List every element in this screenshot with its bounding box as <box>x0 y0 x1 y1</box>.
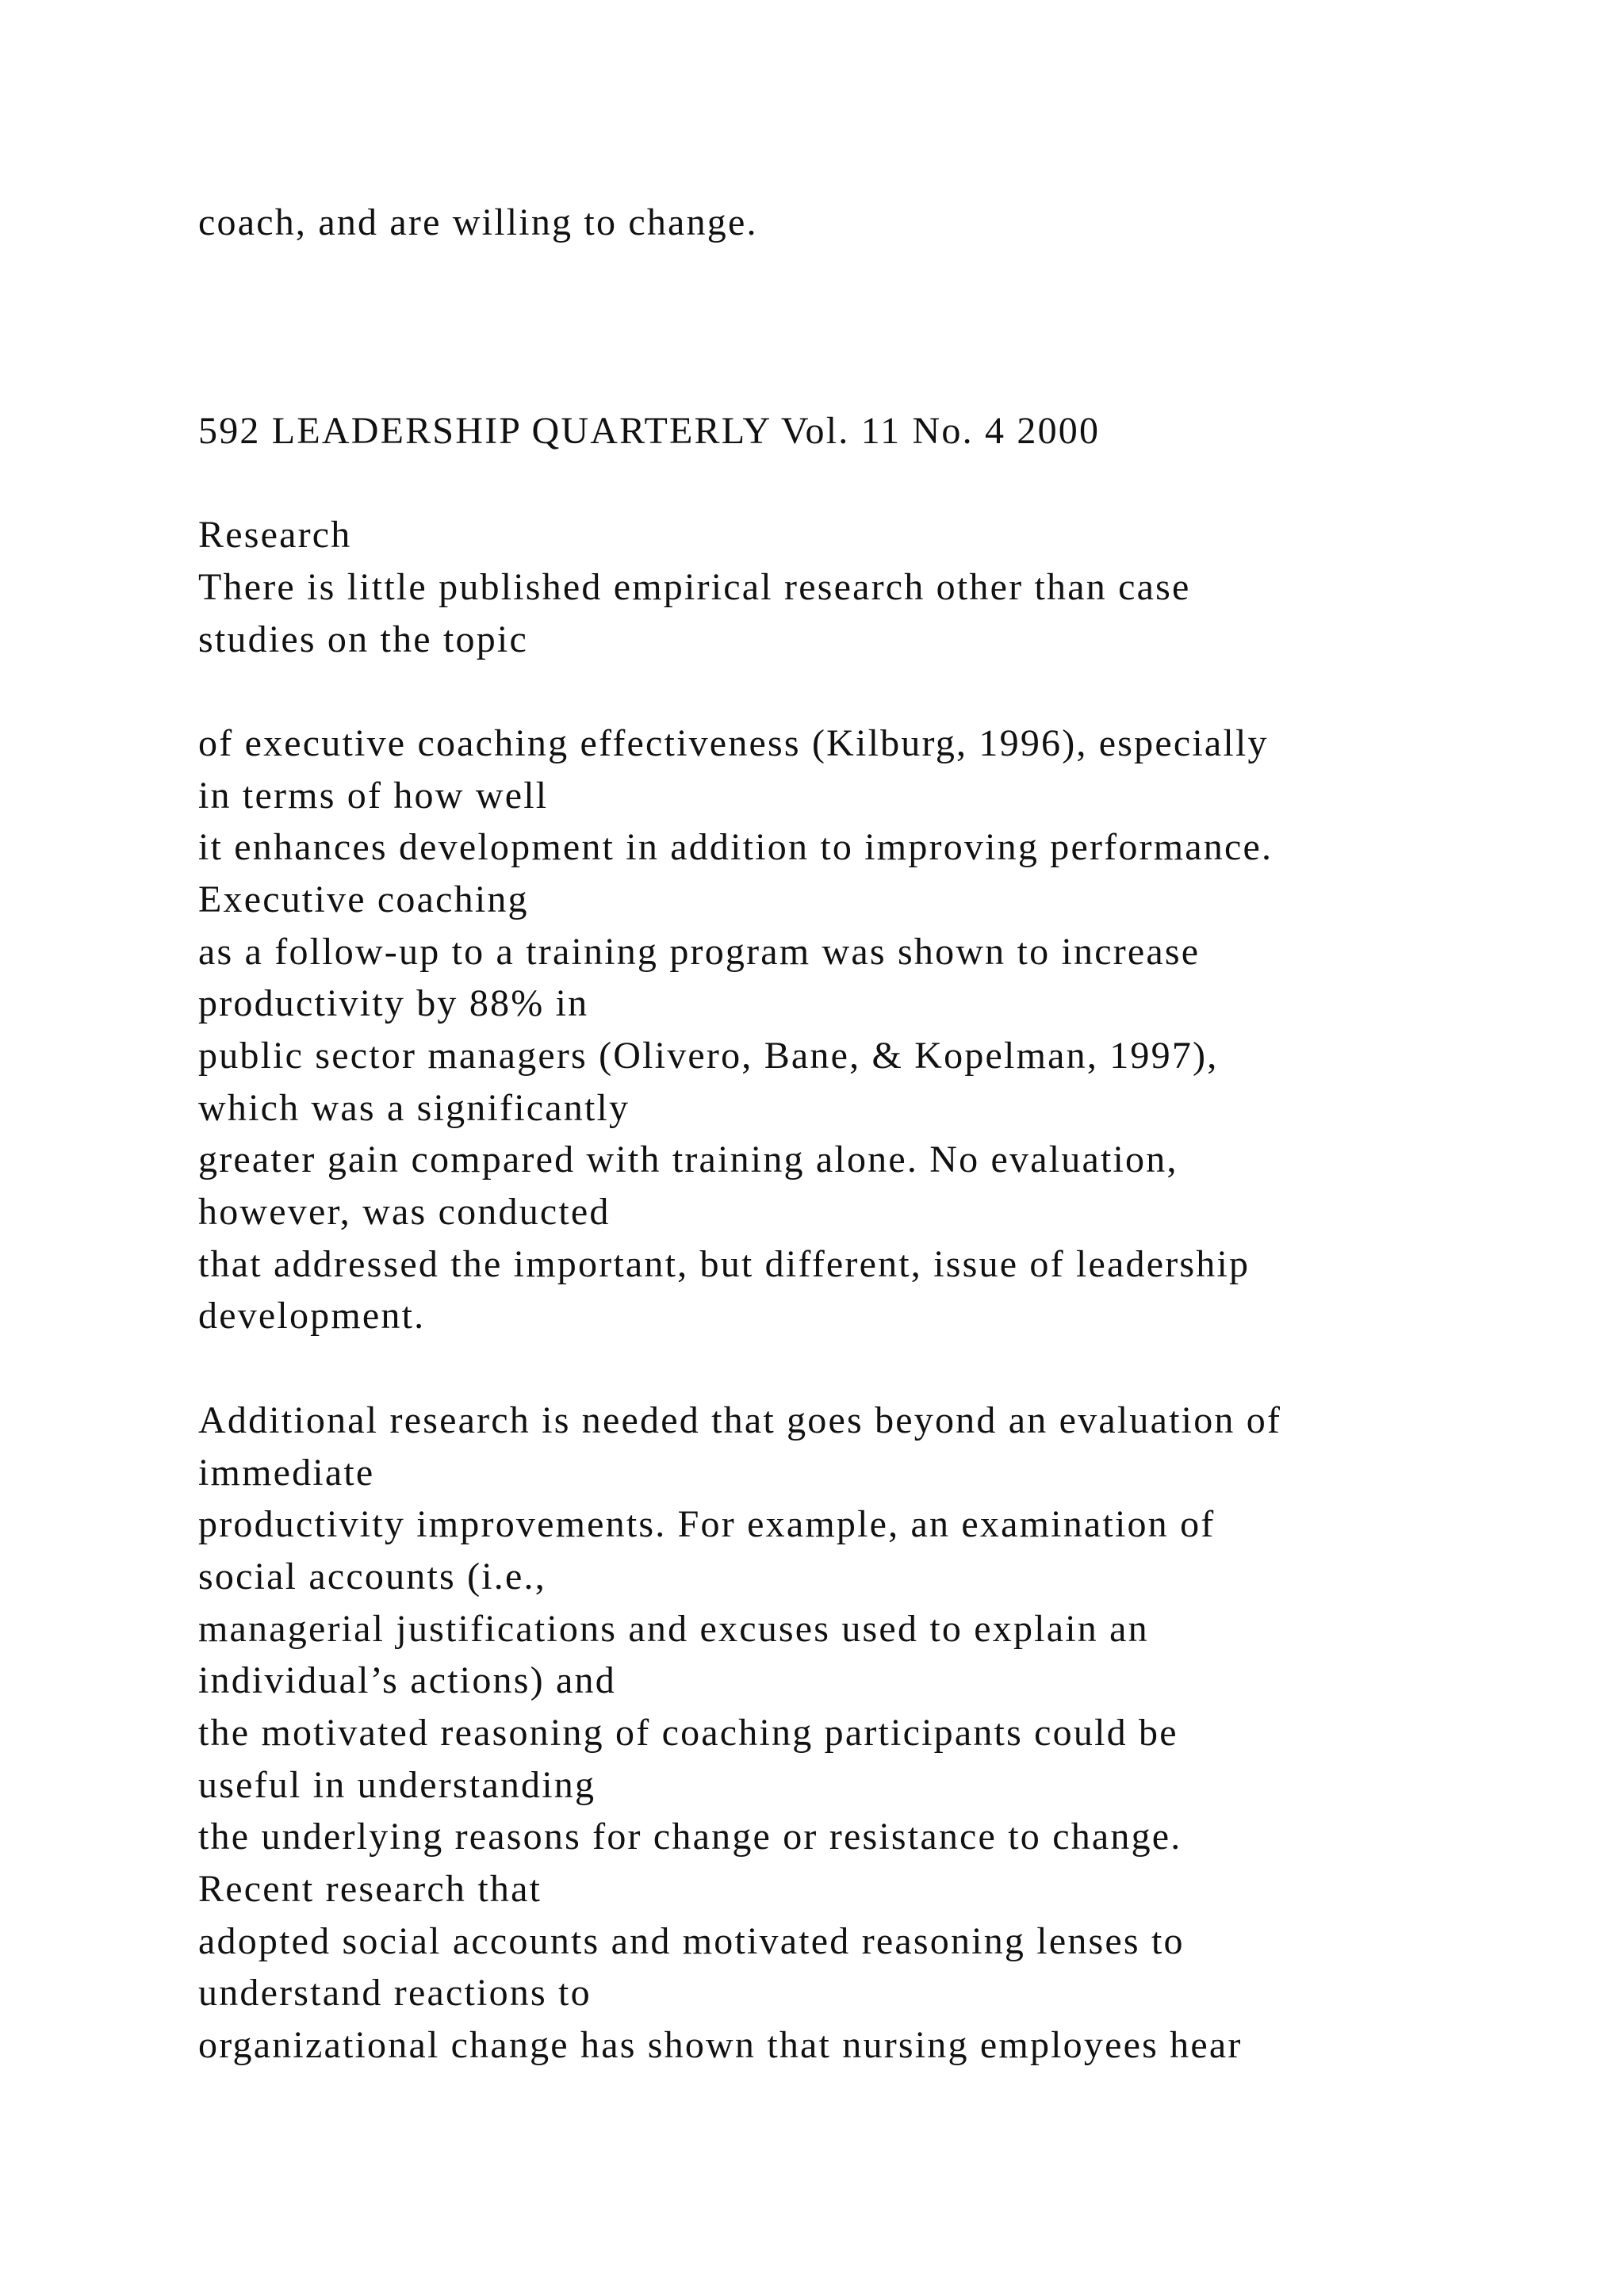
text-line: productivity by 88% in <box>198 982 589 1025</box>
text-line: There is little published empirical research other than case <box>198 565 1191 608</box>
text-line: development. <box>198 1295 426 1337</box>
running-header: 592 LEADERSHIP QUARTERLY Vol. 11 No. 4 2000 <box>198 409 1101 452</box>
text-line: studies on the topic <box>198 618 528 660</box>
text-line: Executive coaching <box>198 878 529 920</box>
text-line: however, was conducted <box>198 1191 611 1234</box>
blank-line <box>198 1342 1562 1395</box>
text-line: useful in understanding <box>198 1763 596 1806</box>
text-line: of executive coaching effectiveness (Kilburg, 1996), especially <box>198 721 1269 764</box>
blank-line <box>198 300 1562 353</box>
text-line: which was a significantly <box>198 1086 630 1129</box>
text-line: immediate <box>198 1451 375 1494</box>
text-line: in terms of how well <box>198 774 549 817</box>
text-line: the motivated reasoning of coaching participants could be <box>198 1711 1178 1754</box>
blank-line <box>198 457 1562 509</box>
blank-line <box>198 353 1562 405</box>
text-line: that addressed the important, but different, issue of leadership <box>198 1242 1251 1285</box>
text-line: Recent research that <box>198 1868 542 1910</box>
text-line: coach, and are willing to change. <box>198 201 758 243</box>
text-line: public sector managers (Olivero, Bane, & Kopelman, 1997), <box>198 1035 1219 1077</box>
text-line: understand reactions to <box>198 1972 592 2015</box>
text-line: Additional research is needed that goes beyond an evaluation of <box>198 1399 1282 1441</box>
blank-line <box>198 249 1562 301</box>
text-line: adopted social accounts and motivated reasoning lenses to <box>198 1919 1185 1962</box>
text-line: as a follow-up to a training program was shown to increase <box>198 930 1201 973</box>
text-line: greater gain compared with training alone. No evaluation, <box>198 1138 1178 1181</box>
text-line: productivity improvements. For example, an examination of <box>198 1503 1216 1546</box>
section-heading: Research <box>198 514 352 557</box>
document-body <box>198 197 1562 2072</box>
text-line: the underlying reasons for change or resistance to change. <box>198 1816 1182 1858</box>
text-line: individual’s actions) and <box>198 1659 616 1702</box>
text-line: managerial justifications and excuses used to explain an <box>198 1607 1149 1650</box>
text-line: organizational change has shown that nursing employees hear <box>198 2024 1243 2067</box>
text-line: social accounts (i.e., <box>198 1555 546 1598</box>
text-line: it enhances development in addition to improving performance. <box>198 826 1274 869</box>
blank-line <box>198 665 1562 718</box>
